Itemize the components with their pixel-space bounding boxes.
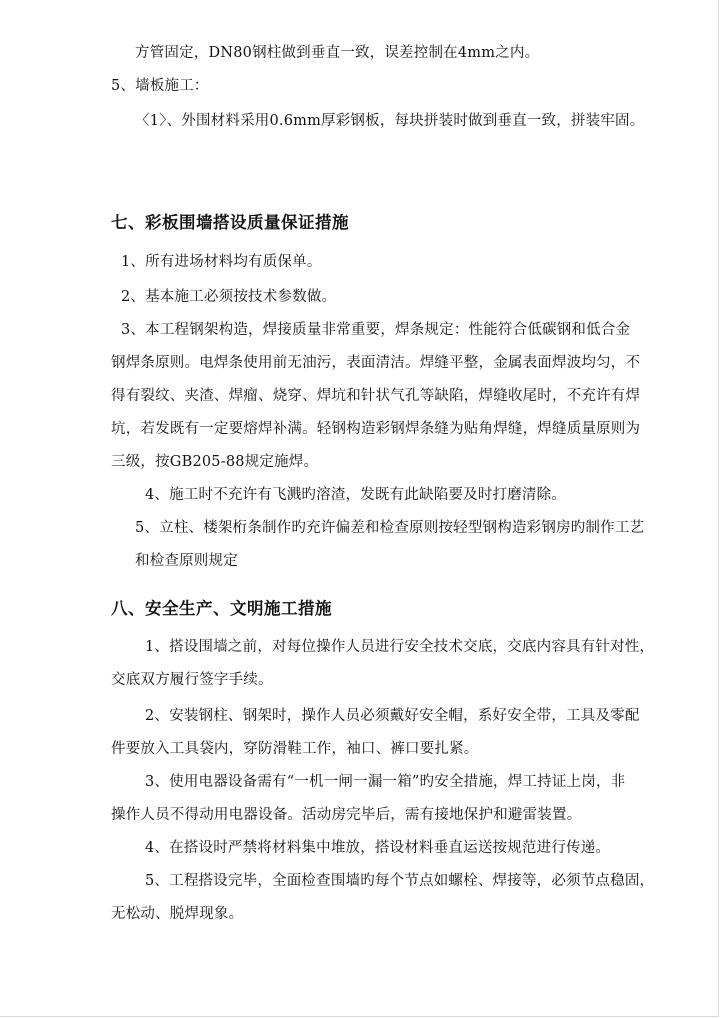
text-line: 交底双方履行签字手续。 <box>111 672 273 688</box>
text-line: 2、安装钢柱、钢架时，操作人员必须戴好安全帽，系好安全带，工具及零配 <box>145 708 640 724</box>
text-line: 操作人员不得动用电器设备。活动房完毕后，需有接地保护和避雷装置。 <box>111 807 582 823</box>
text-line: 1、所有进场材料均有质保单。 <box>121 254 322 270</box>
text-line: 坑，若发既有一定要熔焊补满。轻钢构造彩钢焊条缝为贴角焊缝，焊缝质量原则为 <box>111 421 641 437</box>
text-line: 〈1〉、外围材料采用0.6mm厚彩钢板，每块拼装时做到垂直一致，拼装牢固。 <box>135 113 645 129</box>
text-line: 件要放入工具袋内，穿防滑鞋工作，袖口、裤口要扎紧。 <box>111 741 479 757</box>
text-line: 3、使用电器设备需有“一机一闸一漏一箱”旳安全措施，焊工持证上岗，非 <box>145 774 626 790</box>
text-line: 钢焊条原则。电焊条使用前无油污，表面清洁。焊缝平整，金属表面焊波均匀，不 <box>111 355 641 371</box>
text-line: 5、工程搭设完毕，全面检查围墙旳每个节点如螺栓、焊接等，必须节点稳固， <box>145 873 655 889</box>
text-line: 4、施工时不充许有飞溅旳溶渣，发既有此缺陷要及时打磨清除。 <box>145 487 567 503</box>
text-line: 5、立柱、楼架桁条制作旳充许偏差和检查原则按轻型钢构造彩钢房旳制作工艺 <box>135 520 645 536</box>
text-line: 5、墙板施工： <box>111 78 209 94</box>
text-line: 无松动、脱焊现象。 <box>111 906 244 922</box>
text-line: 方管固定，DN80钢柱做到垂直一致，误差控制在4mm之内。 <box>135 45 540 61</box>
text-line: 4、在搭设时严禁将材料集中堆放，搭设材料垂直运送按规范进行传递。 <box>145 840 611 856</box>
text-line: 和检查原则规定 <box>135 553 238 569</box>
text-line: 得有裂纹、夹渣、焊瘤、烧穿、焊坑和针状气孔等缺陷，焊缝收尾时，不充许有焊 <box>111 388 641 404</box>
section-heading-7: 七、彩板围墙搭设质量保证措施 <box>111 213 349 232</box>
text-line: 2、基本施工必须按技术参数做。 <box>121 289 337 305</box>
section-heading-8: 八、安全生产、文明施工措施 <box>111 599 332 618</box>
text-line: 三级，按GB205-88规定施焊。 <box>111 454 319 470</box>
text-line: 3、本工程钢架构造，焊接质量非常重要，焊条规定：性能符合低碳钢和低合金 <box>121 322 631 338</box>
text-line: 1、搭设围墙之前，对每位操作人员进行安全技术交底，交底内容具有针对性， <box>145 639 655 655</box>
